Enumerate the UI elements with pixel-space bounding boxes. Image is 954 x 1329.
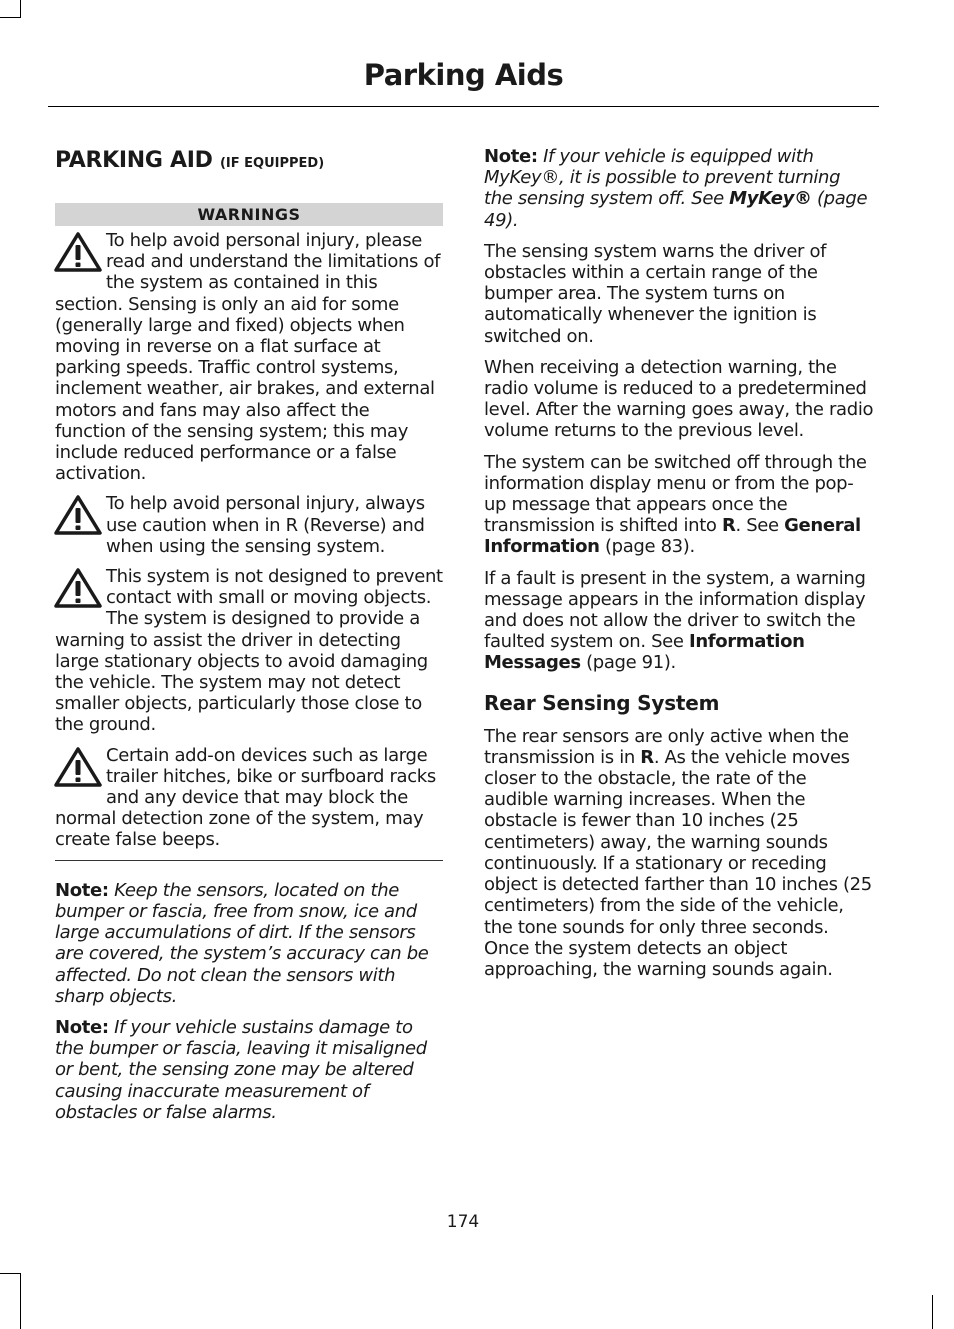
page-title: Parking Aids	[363, 58, 564, 92]
paragraph-text: If a fault is present in the system, a warning message appears in the information display and does not allow the driver to switch the faulted system on. See	[484, 567, 866, 653]
warning-text: To help avoid personal injury, please read and understand the limitations of the system as contained in this section. Sensing is only an aid for some (generally large and fixed) objects when moving in reverse on a flat surface at parking speeds. Traffic control systems, inclement weather, air brakes, and external motors and fans may also affect the function of the sensing system; this may include reduced performance or a false activation.	[55, 230, 441, 485]
section-divider	[55, 860, 443, 861]
warnings-header: WARNINGS	[55, 203, 443, 226]
warning-item	[55, 745, 443, 851]
warning-text: This system is not designed to prevent contact with small or moving objects. The system is designed to provide a warning to assist the driver in detecting large stationary objects to avoid damaging the vehicle. The system may not detect smaller objects, particularly those close to the ground.	[55, 566, 443, 736]
paragraph-text: . As the vehicle moves closer to the obstacle, the rate of the audible warning increases. When the obstacle is fewer than 10 inches (25 centimeters) away, the warning sounds continuously. If a stationary or receding object is detected farther than 10 inches (25 centimeters) from the side of the vehicle, the tone sounds for only three seconds. Once the system detects an object approaching, the warning sounds again.	[484, 746, 872, 980]
section-heading-text: PARKING AID	[55, 148, 213, 173]
warning-triangle-icon	[53, 745, 103, 789]
note-paragraph	[55, 1017, 443, 1123]
body-paragraph: When receiving a detection warning, the radio volume is reduced to a predetermined level. After the warning goes away, the radio volume returns to the previous level.	[484, 356, 874, 442]
warning-item	[55, 566, 443, 736]
gear-label: R	[721, 515, 736, 537]
warning-triangle-icon	[53, 493, 103, 537]
crop-mark	[0, 17, 20, 18]
warning-triangle-icon	[53, 566, 103, 610]
right-column	[484, 146, 874, 990]
mykey-reference-link[interactable]: MyKey®	[729, 188, 812, 210]
body-paragraph: The sensing system warns the driver of obstacles within a certain range of the bumper area. The system turns on automatically whenever the ignition is switched on.	[484, 240, 827, 347]
crop-mark	[20, 0, 21, 18]
body-paragraph	[484, 726, 874, 980]
crop-mark	[0, 1273, 20, 1274]
page-reference: (page 91).	[586, 652, 676, 674]
left-column	[55, 146, 443, 1133]
note-paragraph	[55, 880, 443, 1007]
body-paragraph	[484, 568, 874, 674]
gear-label: R	[640, 746, 654, 768]
warning-text: To help avoid personal injury, always use caution when in R (Reverse) and when using the sensing system.	[106, 493, 425, 557]
note-paragraph	[484, 146, 874, 231]
note-label: Note:	[484, 146, 538, 167]
note-text: If your vehicle is equipped with MyKey®, it is possible to prevent turning the sensing system off. See	[484, 146, 841, 210]
warning-triangle-icon	[53, 230, 103, 274]
note-label: Note:	[55, 1016, 109, 1038]
warning-item	[55, 493, 443, 557]
crop-mark	[932, 1295, 933, 1329]
paragraph-text: The system can be switched off through the information display menu or from the pop-up message that appears once the transmission is shifted into	[484, 451, 867, 537]
information-messages-link[interactable]: Information Messages	[484, 631, 805, 674]
see-text: . See	[735, 515, 779, 537]
page-number: 174	[446, 1212, 480, 1232]
page-reference: (page 49).	[484, 188, 868, 231]
general-information-link[interactable]: General Information	[484, 515, 861, 558]
warning-text: Certain add-on devices such as large trailer hitches, bike or surfboard racks and any device that may block the normal detection zone of the system, may create false beeps.	[55, 744, 436, 851]
crop-mark	[20, 1273, 21, 1329]
warning-item	[55, 230, 443, 484]
body-paragraph	[484, 452, 874, 558]
title-divider	[48, 106, 879, 107]
section-heading	[55, 146, 443, 179]
note-text: Keep the sensors, located on the bumper or fascia, free from snow, ice and large accumulations of dirt. If the sensors are covered, the system’s accuracy can be affected. Do not clean the sensors with sharp objects.	[55, 879, 429, 1007]
paragraph-text: The rear sensors are only active when the transmission is in	[484, 725, 849, 768]
note-label: Note:	[55, 879, 109, 901]
note-text: If your vehicle sustains damage to the bumper or fascia, leaving it misaligned or bent, the sensing zone may be altered causing inaccurate measurement of obstacles or false alarms.	[55, 1016, 427, 1123]
section-heading-suffix: (IF EQUIPPED)	[219, 156, 325, 171]
subsection-heading: Rear Sensing System	[484, 690, 720, 715]
page-reference: (page 83).	[604, 536, 695, 558]
